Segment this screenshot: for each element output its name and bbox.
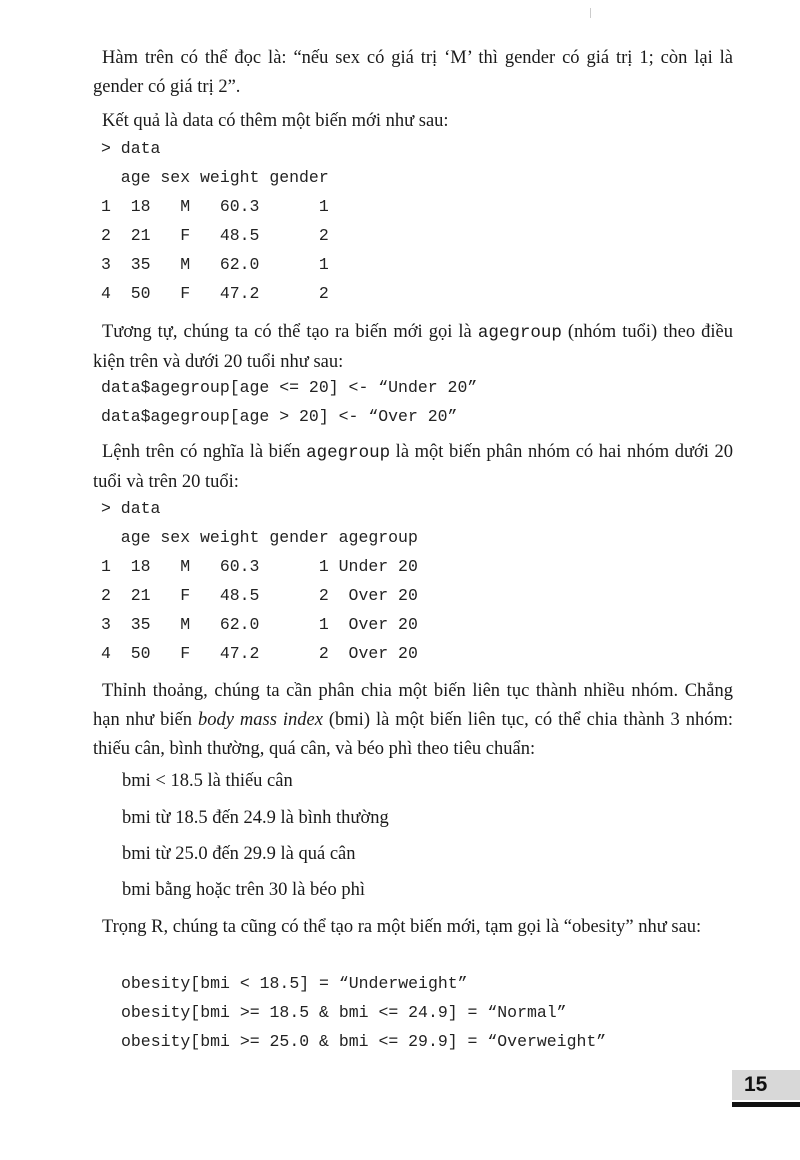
- code2-line-0: obesity[bmi < 18.5] = “Underweight”: [121, 974, 468, 993]
- paragraph-gender-explanation: Hàm trên có thể đọc là: “nếu sex có giá trị ‘M’ thì gender có giá trị 1; còn lại là gender có giá trị 2”.: [93, 48, 733, 97]
- paragraph-obesity-intro: Trọng R, chúng ta cũng có thể tạo ra một biến mới, tạm gọi là “obesity” như sau:: [102, 917, 702, 937]
- bmi-text-before: Thỉnh thoảng, chúng ta cần phân chia một biến liên tục thành nhiều nhóm. Chẳng hạn như biến: [93, 681, 733, 730]
- criterion-obese: bmi bằng hoặc trên 30 là béo phì: [122, 880, 366, 900]
- output1-line-2: 1 18 M 60.3 1: [101, 197, 329, 216]
- page-footer-rule: [732, 1102, 800, 1107]
- code2-line-1: obesity[bmi >= 18.5 & bmi <= 24.9] = “Normal”: [121, 1003, 567, 1022]
- paragraph-agegroup-intro: [93, 318, 733, 377]
- output1-line-0: > data: [101, 139, 161, 158]
- criterion-normal: bmi từ 18.5 đến 24.9 là bình thường: [122, 808, 389, 828]
- meaning-code: agegroup: [306, 443, 391, 463]
- code1-line-1: data$agegroup[age > 20] <- “Over 20”: [101, 407, 458, 426]
- output2-line-3: 2 21 F 48.5 2 Over 20: [101, 586, 418, 605]
- output2-line-5: 4 50 F 47.2 2 Over 20: [101, 644, 418, 663]
- output2-line-4: 3 35 M 62.0 1 Over 20: [101, 615, 418, 634]
- output2-line-2: 1 18 M 60.3 1 Under 20: [101, 557, 418, 576]
- meaning-text-before: Lệnh trên có nghĩa là biến: [102, 442, 307, 462]
- agegroup-text-after: (nhóm tuổi) theo điều kiện trên và dưới 20 tuổi như sau:: [93, 322, 733, 372]
- code2-line-2: obesity[bmi >= 25.0 & bmi <= 29.9] = “Overweight”: [121, 1032, 607, 1051]
- output1-line-3: 2 21 F 48.5 2: [101, 226, 329, 245]
- paragraph-agegroup-meaning: [93, 438, 733, 497]
- paragraph-result-intro: Kết quả là data có thêm một biến mới như sau:: [102, 111, 449, 131]
- output2-line-0: > data: [101, 499, 161, 518]
- output1-line-5: 4 50 F 47.2 2: [101, 284, 329, 303]
- meaning-text-after: là một biến phân nhóm có hai nhóm dưới 20 tuổi và trên 20 tuổi:: [93, 442, 733, 492]
- paragraph-bmi-intro: [93, 677, 733, 764]
- code1-line-0: data$agegroup[age <= 20] <- “Under 20”: [101, 378, 478, 397]
- output1-line-4: 3 35 M 62.0 1: [101, 255, 329, 274]
- bmi-italic-term: body mass index: [197, 710, 323, 730]
- scan-mark: [590, 8, 591, 18]
- agegroup-code: agegroup: [477, 323, 562, 343]
- page-number: 15: [732, 1070, 800, 1100]
- output2-line-1: age sex weight gender agegroup: [101, 528, 418, 547]
- criterion-overweight: bmi từ 25.0 đến 29.9 là quá cân: [122, 844, 356, 864]
- criterion-underweight: bmi < 18.5 là thiếu cân: [122, 771, 293, 791]
- bmi-text-after: (bmi) là một biến liên tục, có thể chia thành 3 nhóm: thiếu cân, bình thường, quá cân, và béo phì theo tiêu chuẩn:: [93, 710, 733, 759]
- output1-line-1: age sex weight gender: [101, 168, 329, 187]
- agegroup-text-before: Tương tự, chúng ta có thể tạo ra biến mới gọi là: [102, 322, 478, 342]
